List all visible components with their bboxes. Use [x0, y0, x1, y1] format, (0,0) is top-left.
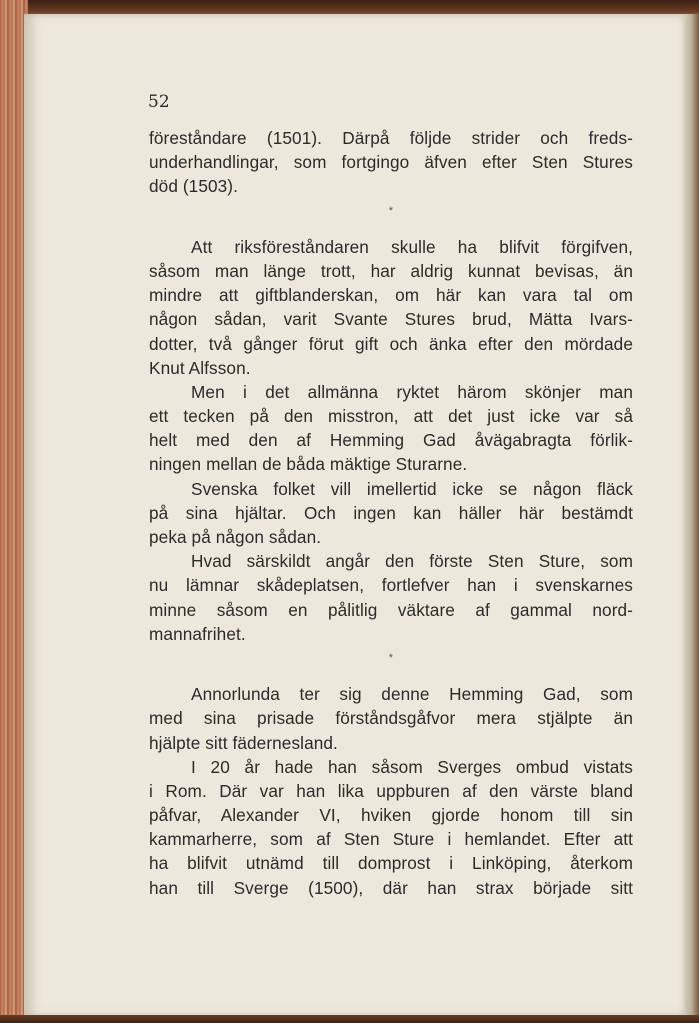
- text-line: Knut Alfsson.: [149, 357, 251, 378]
- text-line: ha blifvit utnämd till domprost i Linköping, återkom: [149, 853, 633, 874]
- page-number: 52: [148, 92, 170, 112]
- text-line: såsom man länge trott, har aldrig kunnat bevisas, än: [149, 260, 633, 281]
- text-line: med sina prisade förståndsgåfvor mera stjälpte än: [149, 708, 633, 729]
- text-line: mannafrihet.: [149, 623, 246, 644]
- text-line: död (1503).: [149, 176, 239, 197]
- text-line: underhandlingar, som fortgingo äfven efter Sten Stures: [149, 152, 633, 173]
- text-line: i Rom. Där var han lika uppburen af den värste bland: [149, 780, 633, 801]
- paragraph: [149, 477, 633, 550]
- text-line: på sina hjältar. Och ingen kan häller här bestämdt: [149, 502, 633, 523]
- text-line: föreståndare (1501). Därpå följde strider och freds-: [149, 128, 633, 148]
- section-separator: *: [388, 651, 394, 664]
- paragraph: [149, 755, 633, 900]
- text-line: kammarherre, som af Sten Sture i hemlandet. Efter att: [149, 829, 633, 850]
- text-line: Annorlunda ter sig denne Hemming Gad, som: [191, 684, 633, 705]
- body-text: [149, 126, 633, 900]
- paragraph: [149, 126, 633, 199]
- text-line: Men i det allmänna ryktet härom skönjer man: [191, 381, 633, 402]
- text-line: Svenska folket vill imellertid icke se någon fläck: [191, 478, 633, 499]
- text-line: I 20 år hade han såsom Sverges ombud vistats: [191, 756, 633, 777]
- text-line: han till Sverge (1500), där han strax började sitt: [149, 877, 633, 898]
- text-line: ett tecken på den misstron, att det just icke var så: [149, 406, 633, 427]
- text-line: påfvar, Alexander VI, hviken gjorde honom till sin: [149, 805, 633, 826]
- text-line: hjälpte sitt fädernesland.: [149, 732, 338, 753]
- page-edge: [684, 14, 699, 1016]
- book-bottom-edge: [0, 1015, 699, 1023]
- paragraph: [149, 682, 633, 755]
- section-separator: *: [388, 204, 394, 217]
- text-line: minne såsom en pålitlig väktare af gammal nord-: [149, 599, 633, 620]
- text-line: Att riksföreståndaren skulle ha blifvit förgifven,: [191, 236, 633, 257]
- text-line: Hvad särskildt angår den förste Sten Sture, som: [191, 551, 633, 572]
- paragraph: [149, 380, 633, 477]
- text-line: peka på någon sådan.: [149, 527, 322, 547]
- text-line: helt med den af Hemming Gad åvägabragta förlik-: [149, 430, 633, 451]
- text-line: nu lämnar skådeplatsen, fortlefver han i svenskarnes: [149, 575, 633, 596]
- text-line: mindre att giftblanderskan, om här kan vara tal om: [149, 285, 633, 306]
- text-line: någon sådan, varit Svante Stures brud, Mätta Ivars-: [149, 309, 633, 330]
- paragraph: [149, 235, 633, 380]
- text-line: dotter, två gånger förut gift och änka efter den mördade: [149, 333, 633, 354]
- paragraph: [149, 549, 633, 646]
- text-line: ningen mellan de båda mäktige Sturarne.: [149, 454, 468, 475]
